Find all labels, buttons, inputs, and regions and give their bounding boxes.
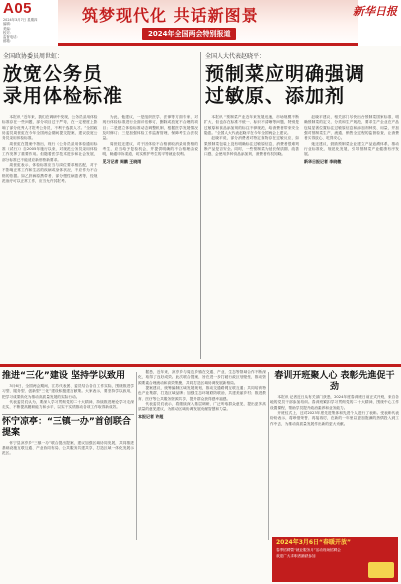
byline: 见习记者 周鹏 王晓雨 bbox=[102, 158, 142, 164]
paragraph: 提案建议，统筹编制区域发展规划，推动交通路网互联互通；共同培育特色产业集群，打造区域品牌；加强生态环境联防联治，共建美丽乡村；推进教育、医疗等公共服务资源共享，提升群众获得感幸福感。 bbox=[138, 386, 266, 401]
ad-title: 2024年3月6日“春暖开放” bbox=[276, 539, 351, 546]
article-headline-line-1: 放宽公务员 bbox=[3, 63, 104, 85]
banner-stripe bbox=[58, 43, 358, 46]
byline: 本报记者 许超 bbox=[138, 413, 164, 419]
paragraph: 开班仪式上，还对2023年度先进集体和先进个人进行了表彰。受表彰代表纷纷表示，将珍惜荣誉、再接再厉，在新的一年里以更加饱满的热情投入到工作中去，为推动高质量发展作出新的更大贡献。 bbox=[270, 411, 399, 426]
paragraph: 本报讯 记者近日从有关部门获悉，2024年度春训班日前正式开班，来自各地的党员干部参加培训。春训班紧扣学习贯彻党的二十大精神，围绕中心工作设置课程，帮助学员提升政治素养和业务能力。 bbox=[270, 395, 399, 410]
meta-line: 校对： bbox=[3, 30, 14, 35]
article-kicker: 全国人大代表赵晓平： bbox=[205, 53, 266, 60]
ad-line: 欢迎广大求职者踊跃参加 bbox=[276, 553, 316, 558]
article-body bbox=[204, 115, 399, 164]
paragraph: 周世虹还建议，对于因体检不合格被取消录用资格的考生，应当给予复检机会，并提供明确的不合格理由说明，畅通申诉渠道，切实维护考生的平等就业权利。 bbox=[102, 141, 198, 157]
column-divider bbox=[268, 372, 269, 540]
ad-graphic bbox=[368, 562, 394, 578]
article-body bbox=[2, 115, 198, 184]
article-headline-line-2: 录用体检标准 bbox=[3, 85, 124, 107]
byline: 新华日报记者 李晓敏 bbox=[304, 158, 342, 164]
newspaper-logo: 新华日报 bbox=[353, 5, 397, 18]
article-kicker: 全国政协委员周世虹： bbox=[3, 53, 64, 60]
right-feature-article bbox=[204, 50, 399, 361]
paragraph: 据悉，近年来，凉亭乡与周边乡镇在交通、产业、生态等领域合作不断深化，取得了良好成效。此次联合提案，旨在进一步打破行政区划壁垒，推动资源要素合理流动和高效集聚，共同打造区域协调发展新格局。 bbox=[138, 370, 266, 385]
left-feature-article bbox=[2, 50, 198, 361]
meta-line: 邮箱： bbox=[3, 39, 14, 44]
paragraph: 为此，他建议，一是组织医学、法律等方面专家，对现行体检标准进行全面评估修订，删除或放宽不合理的项目；二是建立体检标准动态调整机制，根据医学发展情况及时修订；三是加强体检工作监督管理，保障考生合法权益。 bbox=[102, 115, 198, 141]
article-headline: 怀宁凉亭：“三镇一办”首创联合提案 bbox=[2, 416, 131, 438]
lower-middle-article bbox=[138, 370, 266, 584]
meta-line: 2024年3月7日 星期四 bbox=[3, 18, 38, 22]
meta-line: 监督电话： bbox=[3, 35, 20, 40]
page-number: A05 bbox=[3, 0, 33, 17]
paragraph: 本报讯 “近年来，我们在调研中发现，公务员录用体检标准存在一些问题，部分项目过于严苛，在一定程度上影响了部分优秀人才报考公务员，不利于选拔人才。”全国政协委员周世虹在今年全国两会期间提交提案，建议放宽公务员录用体检标准。 bbox=[2, 115, 98, 141]
paragraph: 本报讯 “预制菜产业近年来发展迅速，市场规模不断扩大，但也存在标准不统一、标识不清晰等问题，特别是过敏原和食品添加剂的标注不够规范，给消费者带来安全隐患。”全国人大代表赵晓平在今年全国两会上建议。 bbox=[204, 115, 299, 136]
ad-subtitle: 春季招聘暨“就业服务月”活动现场招聘会 bbox=[276, 548, 341, 552]
paragraph: 周世虹在提案中指出，现行《公务员录用体检通用标准（试行）》自2005年施行以来，对规范公务员录用体检工作发挥了重要作用。但随着医学技术进步和社会发展，部分标准已不能适应新形势新要求。 bbox=[2, 141, 98, 162]
masthead bbox=[0, 0, 401, 46]
meta-line: 美编： bbox=[3, 26, 14, 31]
paragraph: 代表委员们表示，将继续深入基层调研，广泛听取群众意见，提出更多高质量的意见建议，为推动区域协调发展贡献智慧和力量。 bbox=[138, 402, 266, 412]
article-headline: 春训开班聚人心 表彰先進促干劲 bbox=[274, 371, 395, 392]
paragraph: 怀宁县凉亭乡“三镇一办”联合提出提案，建议加强区域协同发展，共同推进基础设施互联互通、产业协同布局、公共服务共建共享，打造区域一体化发展示范区。 bbox=[2, 440, 134, 456]
article-separator bbox=[2, 414, 134, 415]
paragraph: 赵晓平说，部分消费者对特定食物存在过敏反应，如果预制菜包装上没有明确标注过敏原信息，消费者很难判断产品是否安全。同时，一些预制菜为延长保质期、改善口感，会使用多种食品添加剂，消费者有权知晓。 bbox=[204, 136, 299, 157]
special-report-banner bbox=[58, 0, 358, 46]
paragraph: 周世虹表示，体检标准应当与岗位要求相匹配，对于不影响正常工作和生活的疾病或身体状况，不应作为不合格的依据。如乙肝病原携带者、部分慢性病患者等，经规范治疗可以正常工作，应当允许其报考。 bbox=[2, 163, 98, 184]
job-fair-advertisement bbox=[272, 537, 398, 582]
paragraph: 她还建议，鼓励预制菜企业建立产品追溯体系，推动行业标准化、规范化发展，引导预制菜产业健康有序发展。 bbox=[304, 141, 399, 157]
column-divider bbox=[136, 372, 137, 540]
column-divider bbox=[200, 52, 201, 359]
section-divider bbox=[0, 364, 401, 367]
banner-subtitle: 2024年全国两会特别报道 bbox=[142, 28, 236, 40]
article-headline-line-1: 预制菜应明确强调 bbox=[205, 63, 366, 85]
issue-meta bbox=[3, 18, 55, 44]
paragraph: 代表委员们认为，要深入学习贯彻党的二十大精神，持续推进理论学习走深走实，不断提高履职能力和水平，以实干实绩推动各项工作取得新成效。 bbox=[2, 400, 134, 410]
meta-line: 编辑： bbox=[3, 22, 14, 27]
paragraph: 3月6日，全国两会期间，江苏代表团、委员结合各自工作实际，围绕推进学习型、服务型、创新型“三化”建设积极建言献策。大家表示，要坚持学以致用，把学习成果转化为推动高质量发展的实际行动。 bbox=[2, 384, 134, 399]
paragraph: 赵晓平建议，相关部门尽快出台预制菜国家标准，明确预制菜的定义、分类和生产规范，要求生产企业在产品包装显著位置标注过敏原信息和添加剂种类、用量，并加强对预制菜生产、流通、销售全过程的监督检查，让消费者买得放心、吃得安心。 bbox=[304, 115, 399, 141]
article-headline-line-2: 过敏原、添加剂 bbox=[205, 85, 346, 107]
banner-title: 筑梦现代化 共话新图景 bbox=[82, 6, 259, 25]
lower-left-articles bbox=[2, 370, 134, 584]
article-headline: 推进“三化”建设 坚持学以致用 bbox=[2, 371, 125, 381]
